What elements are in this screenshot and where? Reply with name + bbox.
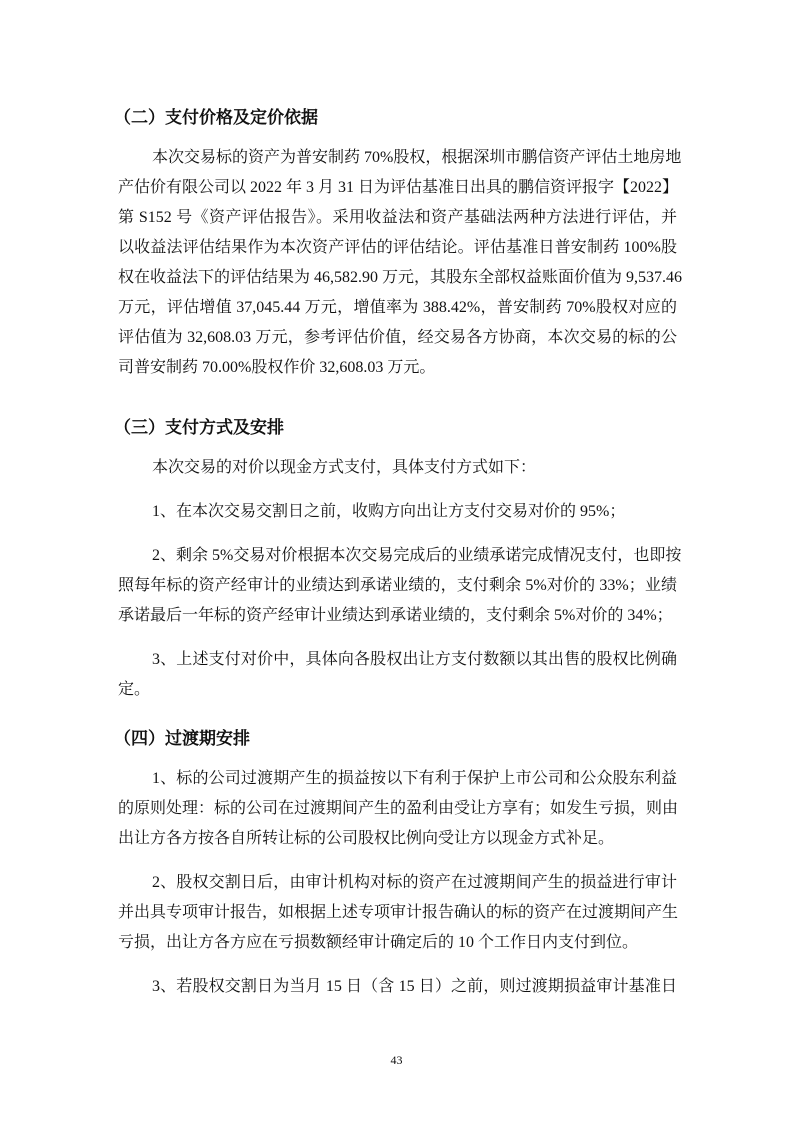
paragraph (118, 972, 677, 1002)
text-line: 1、在本次交易交割日之前，收购方向出让方支付交易对价的 95%； (152, 503, 626, 520)
text-line: 照每年标的资产经审计的业绩达到承诺业绩的，支付剩余 5%对价的 33%；业绩 (118, 577, 677, 594)
paragraph (118, 497, 677, 527)
text-line: 3、上述支付对价中，具体向各股权出让方支付数额以其出售的股权比例确 (152, 651, 677, 668)
text-line: 并出具专项审计报告，如根据上述专项审计报告确认的标的资产在过渡期间产生 (118, 904, 679, 921)
text-line: 产估价有限公司以 2022 年 3 月 31 日为评估基准日出具的鹏信资评报字【2022】 (118, 179, 679, 196)
text-line: 1、标的公司过渡期产生的损益按以下有利于保护上市公司和公众股东利益 (152, 770, 677, 787)
paragraph (118, 541, 682, 631)
text-line: 3、若股权交割日为当月 15 日（含 15 日）之前，则过渡期损益审计基准日 (152, 978, 677, 995)
paragraph (118, 143, 683, 383)
paragraph (118, 645, 677, 705)
text-line: 承诺最后一年标的资产经审计业绩达到承诺业绩的，支付剩余 5%对价的 34%； (118, 607, 673, 624)
text-line: 的原则处理：标的公司在过渡期间产生的盈利由受让方享有；如发生亏损，则由 (118, 800, 679, 817)
paragraph (118, 764, 677, 854)
text-line: 第 S152 号《资产评估报告》。采用收益法和资产基础法两种方法进行评估，并 (118, 209, 677, 226)
section-heading: （四）过渡期安排 (114, 729, 250, 749)
text-line: 权在收益法下的评估结果为 46,582.90 万元，其股东全部权益账面价值为 9,537.46 (118, 269, 683, 286)
page-number: 43 (390, 1053, 403, 1067)
section-heading: （二）支付价格及定价依据 (114, 108, 318, 128)
text-line: 万元，评估增值 37,045.44 万元，增值率为 388.42%，普安制药 70%股权对应的 (118, 299, 677, 316)
text-line: 2、股权交割日后，由审计机构对标的资产在过渡期间产生的损益进行审计 (152, 874, 677, 891)
text-line: 以收益法评估结果作为本次资产评估的评估结论。评估基准日普安制药 100%股 (118, 239, 677, 256)
document-body (114, 103, 683, 1002)
text-line: 评估值为 32,608.03 万元，参考评估价值，经交易各方协商，本次交易的标的公 (118, 329, 677, 346)
text-line: 司普安制药 70.00%股权作价 32,608.03 万元。 (118, 359, 436, 376)
paragraph (118, 453, 677, 483)
text-line: 亏损，出让方各方应在亏损数额经审计确定后的 10 个工作日内支付到位。 (118, 934, 639, 951)
text-line: 定。 (118, 681, 151, 698)
paragraph (118, 868, 677, 958)
text-line: 2、剩余 5%交易对价根据本次交易完成后的业绩承诺完成情况支付，也即按 (152, 547, 682, 564)
section-heading: （三）支付方式及安排 (114, 418, 284, 438)
text-line: 本次交易的对价以现金方式支付，具体支付方式如下： (152, 459, 537, 476)
text-line: 出让方各方按各自所转让标的公司股权比例向受让方以现金方式补足。 (118, 830, 615, 847)
text-line: 本次交易标的资产为普安制药 70%股权，根据深圳市鹏信资产评估土地房地 (152, 149, 682, 166)
